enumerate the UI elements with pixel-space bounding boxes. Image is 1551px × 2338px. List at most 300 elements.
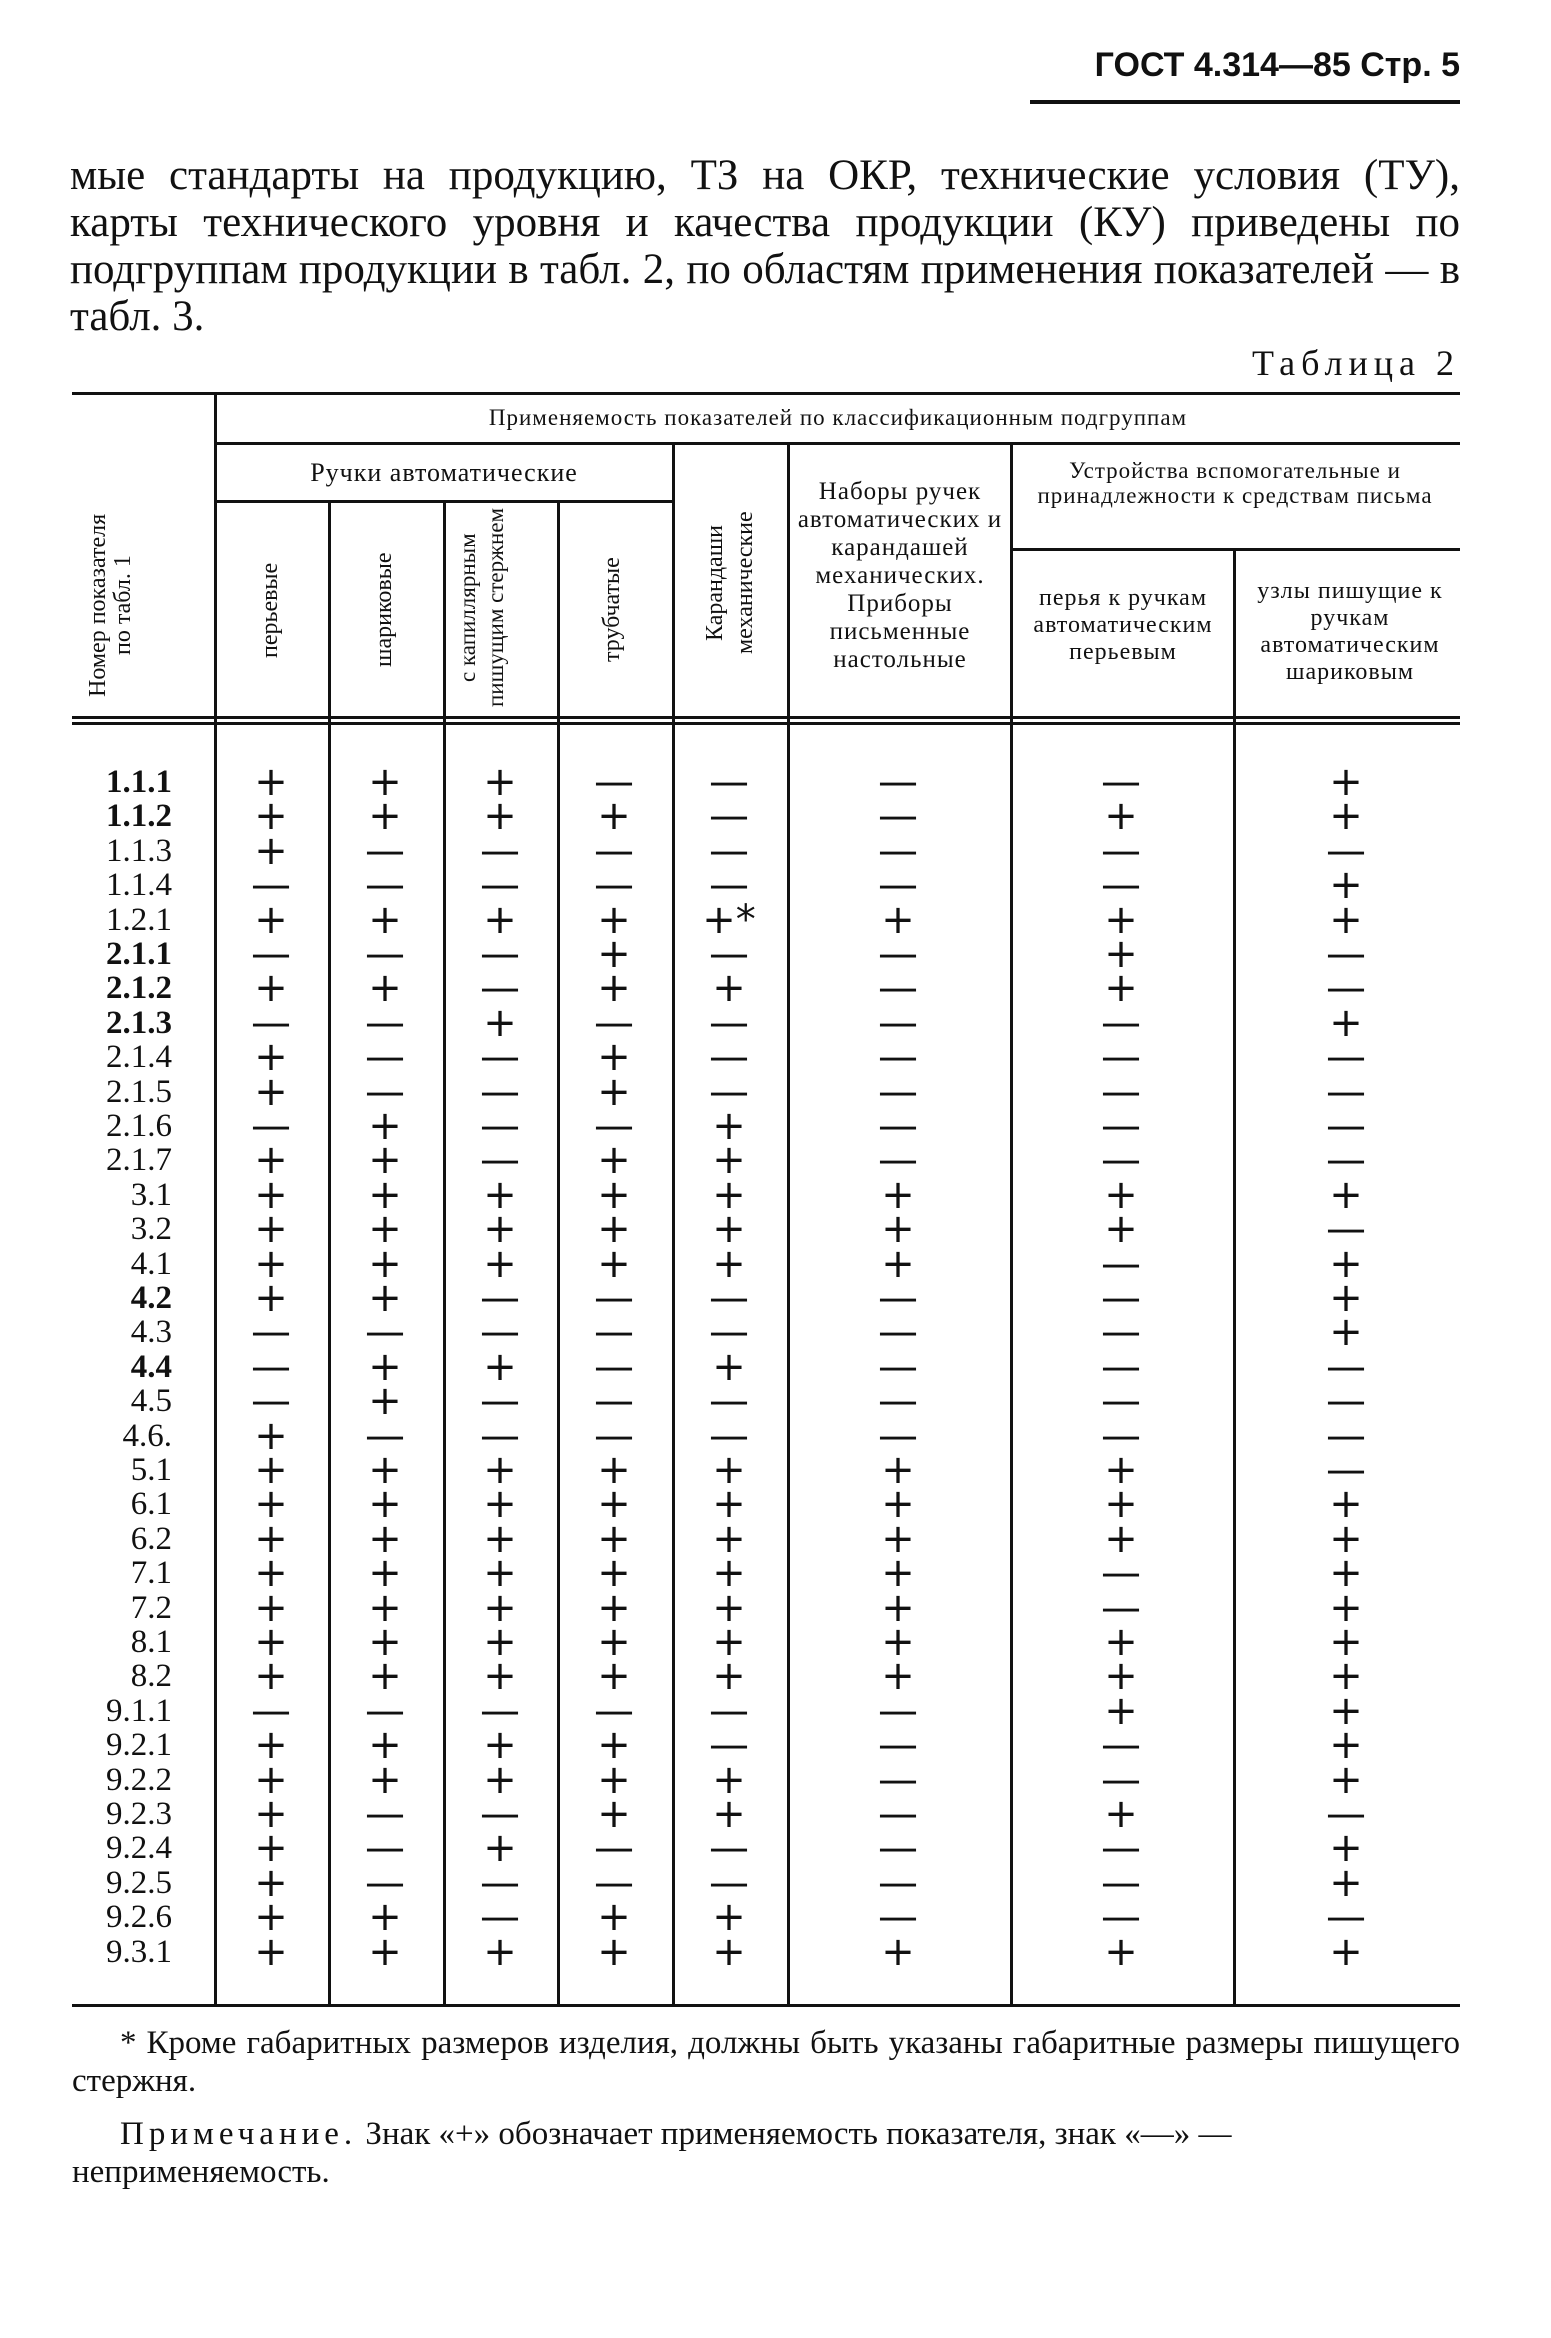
table-cell: — xyxy=(594,1859,634,1906)
table-cell: — xyxy=(594,759,634,805)
table-cell: + xyxy=(1329,1859,1363,1906)
table-cell: + xyxy=(597,1550,631,1597)
table-cell: + xyxy=(368,1343,402,1390)
table-cell: — xyxy=(1101,1825,1141,1872)
table-cell: — xyxy=(251,1687,291,1734)
table-cell: + xyxy=(483,1447,517,1493)
row-label: 1.1.2 xyxy=(106,798,172,835)
table-cell: — xyxy=(878,793,918,840)
table-cell: — xyxy=(878,1791,918,1837)
table-cell: + xyxy=(712,1619,746,1665)
header-accessories: Устройства вспомогательные и принадлежности к средствам письма xyxy=(1037,458,1433,508)
table-cell: + xyxy=(1104,1447,1138,1493)
table-cell: — xyxy=(594,999,634,1046)
table-cell: + xyxy=(254,965,288,1012)
table-cell: + xyxy=(597,1619,631,1665)
row-label: 4.6. xyxy=(122,1417,172,1454)
table-cell: — xyxy=(1326,931,1366,977)
table-cell: + xyxy=(368,1653,402,1700)
table-cell: + xyxy=(1104,1653,1138,1700)
table-cell: +* xyxy=(702,896,756,943)
row-label: 6.1 xyxy=(130,1486,172,1523)
table-cell: + xyxy=(254,1034,288,1081)
row-label: 3.2 xyxy=(130,1211,172,1248)
table-cell: + xyxy=(597,1791,631,1837)
row-label: 6.2 xyxy=(130,1520,172,1557)
table-cell: — xyxy=(709,1068,749,1115)
table-cell: + xyxy=(597,965,631,1012)
table-cell: + xyxy=(483,999,517,1046)
table-cell: + xyxy=(483,1825,517,1872)
table-cell: + xyxy=(1329,1756,1363,1803)
table-cell: + xyxy=(1329,1275,1363,1321)
row-label: 8.1 xyxy=(130,1624,172,1660)
table-cell: + xyxy=(1329,1240,1363,1287)
table-cell: — xyxy=(1101,1068,1141,1115)
table-cell: — xyxy=(365,1687,405,1734)
table-cell: — xyxy=(1101,1894,1141,1941)
table-cell: + xyxy=(368,1481,402,1528)
row-label: 7.2 xyxy=(130,1589,172,1626)
table-cell: — xyxy=(480,965,520,1012)
row-label: 1.1.1 xyxy=(106,764,172,800)
table-cell: — xyxy=(709,999,749,1046)
col-rule-2 xyxy=(328,500,331,2004)
col-rule-3 xyxy=(443,500,446,2004)
table-cell: — xyxy=(878,759,918,805)
table-cell: + xyxy=(597,1756,631,1803)
table-cell: — xyxy=(480,1275,520,1321)
table-cell: — xyxy=(251,1309,291,1356)
table-cell: — xyxy=(365,1412,405,1459)
table-cell: + xyxy=(881,1515,915,1562)
table-cell: — xyxy=(480,1309,520,1356)
table-cell: + xyxy=(1104,965,1138,1012)
table-cell: + xyxy=(597,1137,631,1184)
table-cell: + xyxy=(368,1619,402,1665)
table-cell: + xyxy=(1329,1550,1363,1597)
table-cell: — xyxy=(709,827,749,874)
table-cell: + xyxy=(368,1515,402,1562)
table-cell: + xyxy=(368,1550,402,1597)
table-cell: + xyxy=(597,1481,631,1528)
row-label: 9.2.2 xyxy=(106,1761,172,1798)
table-cell: — xyxy=(594,1412,634,1459)
table-cell: + xyxy=(597,1894,631,1941)
table-cell: + xyxy=(712,1447,746,1493)
row-label: 2.1.6 xyxy=(106,1108,172,1144)
table-cell: — xyxy=(480,1137,520,1184)
row-label: 9.2.3 xyxy=(106,1796,172,1832)
table-cell: + xyxy=(597,1068,631,1115)
table-cell: + xyxy=(368,1103,402,1149)
table-cell: + xyxy=(1329,1653,1363,1700)
row-label: 9.2.1 xyxy=(106,1727,172,1764)
table-cell: + xyxy=(483,759,517,805)
table-cell: — xyxy=(251,1378,291,1425)
table-cell: — xyxy=(1326,1068,1366,1115)
table-cell: — xyxy=(878,1275,918,1321)
table-cell: — xyxy=(1101,999,1141,1046)
table-cell: + xyxy=(254,1722,288,1769)
table-cell: — xyxy=(878,1687,918,1734)
table-cell: + xyxy=(368,1275,402,1321)
table-cell: + xyxy=(254,1894,288,1941)
table-cell: + xyxy=(712,1137,746,1184)
row-label: 2.1.3 xyxy=(106,1004,172,1041)
table-cell: + xyxy=(483,1722,517,1769)
table-cell: — xyxy=(1101,1275,1141,1321)
table-cell: + xyxy=(483,1206,517,1253)
table-cell: + xyxy=(254,1481,288,1528)
table-cell: — xyxy=(709,862,749,909)
table-cell: — xyxy=(1101,1103,1141,1149)
row-label: 9.1.1 xyxy=(106,1692,172,1729)
table-cell: + xyxy=(368,793,402,840)
table-label: Таблица 2 xyxy=(1252,343,1460,383)
table-cell: + xyxy=(254,1584,288,1631)
row-label: 2.1.2 xyxy=(106,970,172,1007)
table-cell: — xyxy=(480,931,520,977)
table-cell: — xyxy=(1101,1240,1141,1287)
row-label: 9.3.1 xyxy=(106,1933,172,1970)
col-rule-6 xyxy=(787,442,790,2004)
table-cell: + xyxy=(483,1653,517,1700)
table-cell: + xyxy=(1104,1515,1138,1562)
row-label: 1.1.3 xyxy=(106,832,172,869)
table-cell: + xyxy=(597,1584,631,1631)
table-cell: + xyxy=(1104,1791,1138,1837)
table-cell: — xyxy=(594,1378,634,1425)
table-cell: — xyxy=(1101,1412,1141,1459)
table-cell: + xyxy=(254,1412,288,1459)
table-cell: + xyxy=(368,1447,402,1493)
table-cell: — xyxy=(365,1034,405,1081)
table-cell: + xyxy=(881,1584,915,1631)
table-cell: + xyxy=(712,1206,746,1253)
col-rule-8 xyxy=(1233,548,1236,2004)
table-cell: — xyxy=(1326,1137,1366,1184)
table-cell: — xyxy=(594,1103,634,1149)
table-cell: — xyxy=(709,1034,749,1081)
table-cell: — xyxy=(480,1034,520,1081)
table-cell: — xyxy=(1101,1309,1141,1356)
table-cell: + xyxy=(483,1550,517,1597)
table-cell: — xyxy=(878,1412,918,1459)
row-label: 2.1.4 xyxy=(106,1039,172,1076)
table-cell: + xyxy=(254,1068,288,1115)
table-cell: + xyxy=(1104,1481,1138,1528)
table-cell: + xyxy=(1329,1928,1363,1975)
table-cell: — xyxy=(251,862,291,909)
table-cell: + xyxy=(368,1928,402,1975)
table-cell: — xyxy=(709,1309,749,1356)
table-cell: — xyxy=(251,999,291,1046)
row-label: 4.1 xyxy=(130,1245,172,1282)
header-bottom-rule-2 xyxy=(72,722,1460,725)
table-cell: + xyxy=(483,1928,517,1975)
table-cell: + xyxy=(712,1584,746,1631)
table-cell: — xyxy=(878,1859,918,1906)
rule-under-applicability xyxy=(216,442,1460,445)
page-header: ГОСТ 4.314—85 Стр. 5 xyxy=(1094,46,1460,84)
row-label: 3.1 xyxy=(130,1176,172,1213)
table-cell: + xyxy=(254,1859,288,1906)
table-cell: + xyxy=(1329,1481,1363,1528)
table-cell: + xyxy=(254,1653,288,1700)
table-cell: — xyxy=(480,862,520,909)
table-cell: — xyxy=(1101,1584,1141,1631)
table-cell: + xyxy=(597,931,631,977)
table-cell: — xyxy=(480,1103,520,1149)
table-cell: + xyxy=(712,1103,746,1149)
table-cell: + xyxy=(1104,1619,1138,1665)
table-cell: + xyxy=(483,1619,517,1665)
table-cell: — xyxy=(878,1894,918,1941)
table-cell: — xyxy=(1326,1343,1366,1390)
table-cell: — xyxy=(594,827,634,874)
col-rule-1 xyxy=(214,392,217,2004)
header-nib: перьевые xyxy=(257,562,283,658)
table-cell: + xyxy=(483,1756,517,1803)
table-cell: — xyxy=(1101,1859,1141,1906)
table-cell: — xyxy=(480,1894,520,1941)
table-cell: + xyxy=(881,1619,915,1665)
table-cell: + xyxy=(368,759,402,805)
table-cell: — xyxy=(1326,1206,1366,1253)
table-cell: — xyxy=(878,1034,918,1081)
table-cell: — xyxy=(878,1103,918,1149)
table-cell: — xyxy=(878,862,918,909)
table-cell: + xyxy=(368,1171,402,1218)
table-cell: + xyxy=(1329,1825,1363,1872)
table-cell: + xyxy=(597,1240,631,1287)
table-cell: — xyxy=(365,931,405,977)
row-label: 4.5 xyxy=(130,1383,172,1420)
table-cell: + xyxy=(1104,1206,1138,1253)
table-cell: + xyxy=(368,896,402,943)
table-cell: — xyxy=(878,1343,918,1390)
table-cell: + xyxy=(1104,931,1138,977)
table-cell: + xyxy=(483,1584,517,1631)
header-capillary: с капиллярным пишущим стержнем xyxy=(455,507,508,708)
table-cell: + xyxy=(881,1653,915,1700)
table-cell: + xyxy=(368,1722,402,1769)
row-label: 8.2 xyxy=(130,1658,172,1695)
table-cell: — xyxy=(878,1825,918,1872)
header-ball: шариковые xyxy=(371,552,397,668)
table-cell: + xyxy=(368,1378,402,1425)
table-cell: + xyxy=(597,1928,631,1975)
table-cell: + xyxy=(597,1722,631,1769)
table-cell: — xyxy=(480,1859,520,1906)
table-cell: — xyxy=(709,1275,749,1321)
table-cell: — xyxy=(878,1309,918,1356)
table-cell: + xyxy=(254,1515,288,1562)
table-cell: + xyxy=(254,759,288,805)
table-cell: + xyxy=(254,1791,288,1837)
table-bottom-rule xyxy=(72,2004,1460,2007)
table-cell: + xyxy=(881,896,915,943)
table-cell: + xyxy=(712,965,746,1012)
table-cell: + xyxy=(1329,1515,1363,1562)
table-cell: — xyxy=(365,1791,405,1837)
table-cell: + xyxy=(368,965,402,1012)
table-cell: + xyxy=(881,1240,915,1287)
table-cell: — xyxy=(1101,1378,1141,1425)
table-cell: + xyxy=(597,793,631,840)
table-cell: + xyxy=(483,896,517,943)
table-cell: — xyxy=(709,1722,749,1769)
table-cell: + xyxy=(1104,1687,1138,1734)
table-cell: — xyxy=(251,1343,291,1390)
table-cell: — xyxy=(365,1309,405,1356)
table-cell: + xyxy=(712,1791,746,1837)
table-cell: — xyxy=(480,1068,520,1115)
table-cell: — xyxy=(365,862,405,909)
table-cell: + xyxy=(1329,1171,1363,1218)
table-cell: — xyxy=(594,1309,634,1356)
table-cell: + xyxy=(1329,759,1363,805)
table-cell: — xyxy=(365,1859,405,1906)
table-cell: + xyxy=(712,1515,746,1562)
table-cell: + xyxy=(368,1584,402,1631)
table-cell: — xyxy=(594,862,634,909)
table-cell: — xyxy=(878,931,918,977)
table-cell: — xyxy=(878,1722,918,1769)
table-cell: + xyxy=(1329,1619,1363,1665)
row-label: 9.2.4 xyxy=(106,1830,172,1867)
table-cell: + xyxy=(597,1206,631,1253)
table-cell: — xyxy=(251,1103,291,1149)
row-label: 4.2 xyxy=(130,1280,172,1316)
table-cell: + xyxy=(712,1240,746,1287)
table-cell: — xyxy=(480,1412,520,1459)
table-cell: + xyxy=(597,1515,631,1562)
table-cell: + xyxy=(254,1447,288,1493)
table-cell: + xyxy=(1329,999,1363,1046)
row-label: 2.1.1 xyxy=(106,936,172,972)
header-auto-pens: Ручки автоматические xyxy=(310,458,578,487)
table-cell: + xyxy=(712,1481,746,1528)
table-cell: + xyxy=(1329,896,1363,943)
header-bottom-rule xyxy=(72,716,1460,719)
table-cell: + xyxy=(483,793,517,840)
table-cell: + xyxy=(368,1894,402,1941)
table-cell: — xyxy=(1326,1034,1366,1081)
table-cell: + xyxy=(1329,862,1363,909)
footnote: * Кроме габаритных размеров изделия, должны быть указаны габаритные размеры пишущего стержня. xyxy=(72,2025,1460,2099)
table-cell: + xyxy=(483,1481,517,1528)
table-cell: — xyxy=(709,1687,749,1734)
row-label: 7.1 xyxy=(130,1555,172,1592)
table-cell: — xyxy=(878,999,918,1046)
header-tubular: трубчатые xyxy=(599,557,625,663)
header-mech-pencils: Карандаши механические xyxy=(702,511,758,654)
intro-paragraph: мые стандарты на продукцию, ТЗ на ОКР, технические условия (ТУ), карты технического уровня и качества продукции (КУ) приведены по подгруппам продукции в табл. 2, по областям применения показателей — в табл. 3. xyxy=(70,152,1460,340)
table-cell: + xyxy=(254,896,288,943)
header-nibs-for-pens: перья к ручкам автоматическим перьевым xyxy=(1033,585,1213,665)
table-cell: + xyxy=(1329,1687,1363,1734)
col-rule-7 xyxy=(1010,442,1013,2004)
table-cell: — xyxy=(878,1068,918,1115)
table-cell: — xyxy=(1101,1550,1141,1597)
table-cell: — xyxy=(1326,1447,1366,1493)
row-label: 4.4 xyxy=(130,1348,172,1385)
table-cell: + xyxy=(712,1343,746,1390)
table-cell: — xyxy=(480,1378,520,1425)
row-label: 5.1 xyxy=(130,1452,172,1488)
table-cell: + xyxy=(254,1240,288,1287)
table-cell: + xyxy=(881,1447,915,1493)
table-cell: — xyxy=(1101,827,1141,874)
table-cell: + xyxy=(254,1619,288,1665)
table-cell: + xyxy=(881,1550,915,1597)
row-label: 4.3 xyxy=(130,1314,172,1351)
table-cell: — xyxy=(878,1137,918,1184)
header-row-number: Номер показателя по табл. 1 xyxy=(85,513,136,697)
col-rule-4 xyxy=(557,500,560,2004)
table-cell: + xyxy=(368,1206,402,1253)
table-cell: + xyxy=(254,1550,288,1597)
table-cell: — xyxy=(1326,1103,1366,1149)
table-cell: + xyxy=(483,1515,517,1562)
table-cell: — xyxy=(1326,1894,1366,1941)
table-cell: + xyxy=(712,1653,746,1700)
table-cell: — xyxy=(1101,1722,1141,1769)
table-cell: — xyxy=(1326,1412,1366,1459)
table-cell: + xyxy=(712,1894,746,1941)
header-units-ball: узлы пишущие к ручкам автоматическим шариковым xyxy=(1257,578,1443,685)
table-cell: — xyxy=(1101,1034,1141,1081)
table-top-rule xyxy=(72,392,1460,395)
table-cell: — xyxy=(1326,965,1366,1012)
table-cell: — xyxy=(1101,1343,1141,1390)
table-cell: — xyxy=(709,931,749,977)
table-cell: — xyxy=(709,759,749,805)
table-cell: — xyxy=(878,965,918,1012)
table-cell: + xyxy=(1329,1722,1363,1769)
table-cell: — xyxy=(709,1825,749,1872)
row-label: 1.2.1 xyxy=(106,901,172,938)
table-cell: — xyxy=(365,827,405,874)
header-rule xyxy=(1030,100,1460,104)
table-cell: — xyxy=(251,931,291,977)
table-cell: — xyxy=(1101,862,1141,909)
table-cell: — xyxy=(1326,827,1366,874)
col-rule-5 xyxy=(672,442,675,2004)
table-cell: + xyxy=(1104,896,1138,943)
table-cell: — xyxy=(1326,1378,1366,1425)
table-cell: + xyxy=(254,1206,288,1253)
table-cell: — xyxy=(878,827,918,874)
row-label: 2.1.7 xyxy=(106,1142,172,1179)
table-cell: — xyxy=(878,1378,918,1425)
table-cell: + xyxy=(597,1034,631,1081)
table-cell: + xyxy=(368,1137,402,1184)
table-cell: + xyxy=(881,1928,915,1975)
table-cell: + xyxy=(881,1206,915,1253)
row-label: 2.1.5 xyxy=(106,1073,172,1110)
table-cell: + xyxy=(483,1240,517,1287)
table-cell: + xyxy=(254,793,288,840)
table-cell: — xyxy=(1326,1791,1366,1837)
table-cell: + xyxy=(1329,1309,1363,1356)
table-cell: + xyxy=(881,1171,915,1218)
table-cell: — xyxy=(365,999,405,1046)
table-cell: — xyxy=(1101,1137,1141,1184)
row-label: 9.2.5 xyxy=(106,1864,172,1901)
